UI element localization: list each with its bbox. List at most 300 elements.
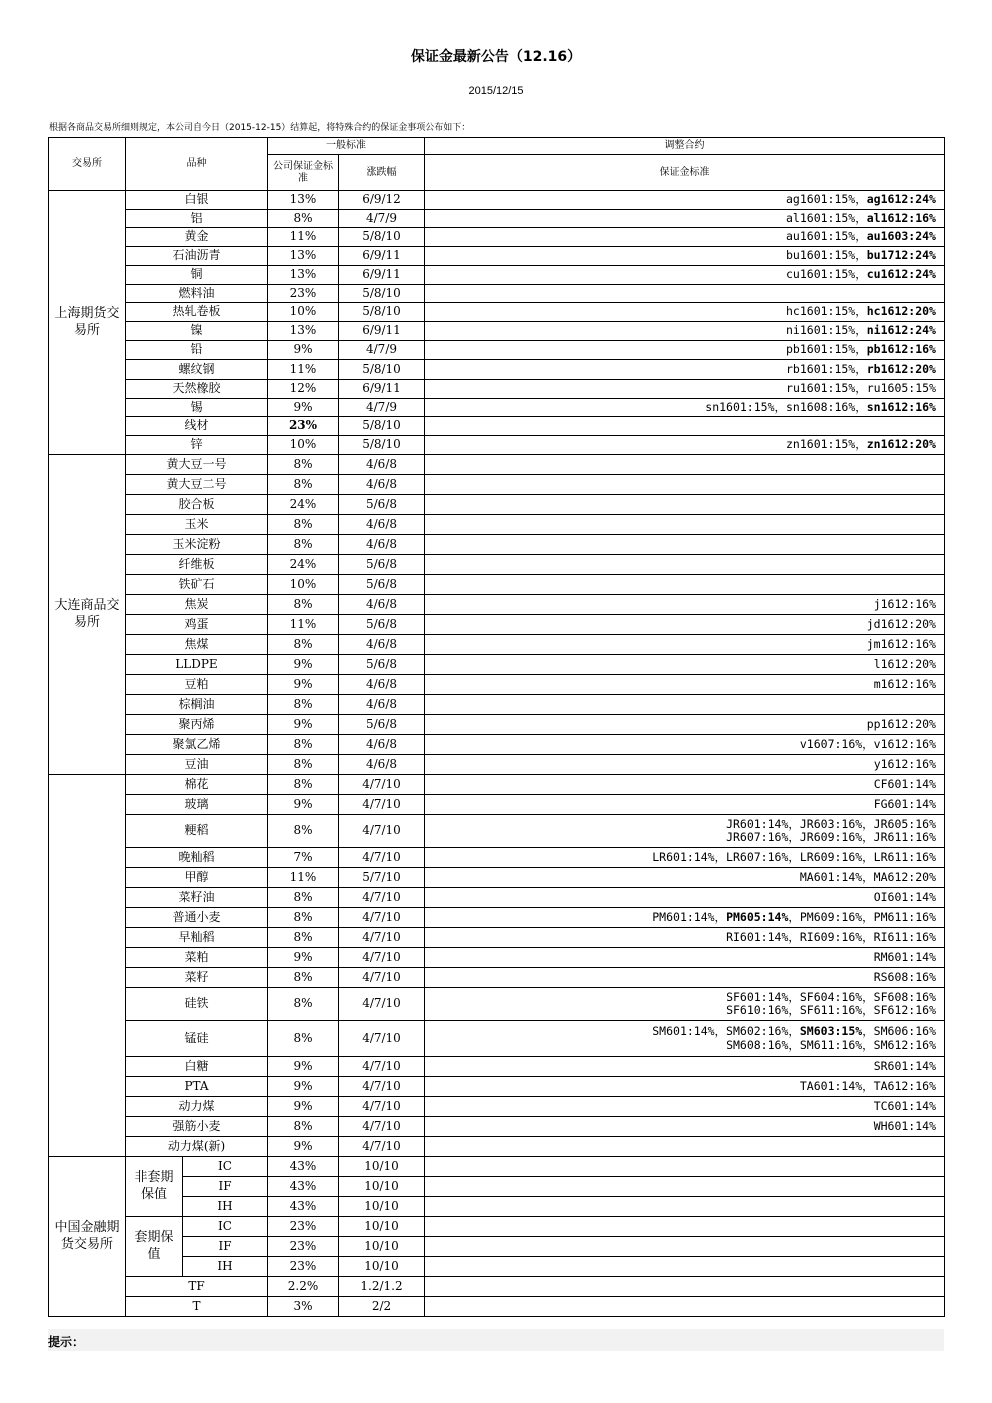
variety-cell: 铁矿石 bbox=[126, 575, 268, 595]
limit-cell: 5/8/10 bbox=[339, 228, 425, 247]
limit-cell: 4/7/10 bbox=[339, 1097, 425, 1117]
variety-cell: PTA bbox=[126, 1077, 268, 1097]
limit-cell: 4/7/10 bbox=[339, 928, 425, 948]
adjust-cell bbox=[425, 1297, 945, 1317]
adjust-cell bbox=[425, 555, 945, 575]
limit-cell: 4/7/9 bbox=[339, 341, 425, 360]
table-row bbox=[49, 1197, 945, 1217]
variety-cell: 聚丙烯 bbox=[126, 715, 268, 735]
limit-cell: 4/7/10 bbox=[339, 988, 425, 1021]
margin-cell: 8% bbox=[268, 755, 339, 775]
adjust-cell bbox=[425, 795, 945, 815]
margin-cell: 24% bbox=[268, 495, 339, 515]
adjust-text: bu1601:15%， bbox=[786, 248, 867, 263]
adjust-cell bbox=[425, 1177, 945, 1197]
adjust-cell bbox=[425, 695, 945, 715]
margin-cell: 9% bbox=[268, 795, 339, 815]
margin-cell: 9% bbox=[268, 655, 339, 675]
variety-cell: IC bbox=[183, 1157, 268, 1177]
table-row bbox=[49, 795, 945, 815]
limit-cell: 4/7/9 bbox=[339, 210, 425, 228]
variety-cell: 豆油 bbox=[126, 755, 268, 775]
margin-cell: 43% bbox=[268, 1197, 339, 1217]
table-row bbox=[49, 735, 945, 755]
margin-cell: 9% bbox=[268, 675, 339, 695]
variety-cell: 锌 bbox=[126, 436, 268, 455]
margin-cell: 13% bbox=[268, 191, 339, 210]
margin-cell: 8% bbox=[268, 815, 339, 848]
variety-cell: 菜籽油 bbox=[126, 888, 268, 908]
limit-cell: 4/7/10 bbox=[339, 775, 425, 795]
adjust-cell bbox=[425, 1257, 945, 1277]
margin-cell: 3% bbox=[268, 1297, 339, 1317]
header-adjust-margin: 保证金标准 bbox=[425, 155, 945, 191]
adjust-text: PM601:14%， bbox=[652, 909, 727, 924]
margin-cell: 10% bbox=[268, 436, 339, 455]
margin-cell: 8% bbox=[268, 775, 339, 795]
adjust-cell bbox=[425, 1117, 945, 1137]
table-row bbox=[49, 399, 945, 417]
variety-cell: IH bbox=[183, 1257, 268, 1277]
limit-cell: 4/7/10 bbox=[339, 1117, 425, 1137]
adjust-cell bbox=[425, 380, 945, 399]
exchange-cell bbox=[49, 775, 126, 1157]
adjust-cell bbox=[425, 775, 945, 795]
adjust-cell bbox=[425, 1021, 945, 1057]
margin-cell: 9% bbox=[268, 1137, 339, 1157]
variety-cell: 动力煤 bbox=[126, 1097, 268, 1117]
adjust-cell bbox=[425, 675, 945, 695]
adjust-cell bbox=[425, 715, 945, 735]
margin-cell: 10% bbox=[268, 303, 339, 322]
limit-cell: 6/9/12 bbox=[339, 191, 425, 210]
adjust-cell bbox=[425, 888, 945, 908]
table-row bbox=[49, 1277, 945, 1297]
margin-cell: 8% bbox=[268, 455, 339, 475]
adjust-text: m1612:16% bbox=[873, 676, 936, 691]
margin-cell: 12% bbox=[268, 380, 339, 399]
limit-cell: 1.2/1.2 bbox=[339, 1277, 425, 1297]
table-row bbox=[49, 928, 945, 948]
variety-cell: 石油沥青 bbox=[126, 247, 268, 266]
header-variety: 品种 bbox=[126, 138, 268, 191]
variety-cell: 焦炭 bbox=[126, 595, 268, 615]
table-row bbox=[49, 655, 945, 675]
margin-cell: 13% bbox=[268, 322, 339, 341]
adjust-text: TA601:14%，TA612:16% bbox=[799, 1078, 936, 1093]
margin-cell: 11% bbox=[268, 360, 339, 380]
header-limit: 涨跌幅 bbox=[339, 155, 425, 191]
margin-cell: 9% bbox=[268, 948, 339, 968]
adjust-cell bbox=[425, 515, 945, 535]
adjust-text: jd1612:20% bbox=[866, 616, 936, 631]
adjust-highlight: PM605:14% bbox=[726, 909, 789, 924]
table-row bbox=[49, 635, 945, 655]
margin-cell: 13% bbox=[268, 247, 339, 266]
adjust-highlight: au1603:24% bbox=[866, 229, 936, 244]
variety-cell: 白银 bbox=[126, 191, 268, 210]
variety-cell: 焦煤 bbox=[126, 635, 268, 655]
limit-cell: 5/6/8 bbox=[339, 555, 425, 575]
note-bar bbox=[48, 1329, 944, 1351]
limit-cell: 10/10 bbox=[339, 1177, 425, 1197]
adjust-cell bbox=[425, 928, 945, 948]
table-row bbox=[49, 675, 945, 695]
limit-cell: 6/9/11 bbox=[339, 380, 425, 399]
limit-cell: 10/10 bbox=[339, 1197, 425, 1217]
adjust-highlight: bu1712:24% bbox=[866, 248, 936, 263]
limit-cell: 4/7/10 bbox=[339, 1137, 425, 1157]
margin-cell: 23% bbox=[268, 1237, 339, 1257]
adjust-cell bbox=[425, 475, 945, 495]
table-row bbox=[49, 360, 945, 380]
margin-cell: 8% bbox=[268, 1021, 339, 1057]
limit-cell: 5/8/10 bbox=[339, 303, 425, 322]
table-row bbox=[49, 303, 945, 322]
intro-text: 根据各商品交易所细则规定，本公司自今日（2015-12-15）结算起，将特殊合约的保证金事项公布如下： bbox=[49, 123, 471, 133]
limit-cell: 4/7/10 bbox=[339, 848, 425, 868]
table-row bbox=[49, 515, 945, 535]
margin-cell: 8% bbox=[268, 635, 339, 655]
table-row bbox=[49, 755, 945, 775]
adjust-cell bbox=[425, 948, 945, 968]
limit-cell: 5/8/10 bbox=[339, 285, 425, 303]
adjust-text: TC601:14% bbox=[873, 1098, 936, 1113]
limit-cell: 6/9/11 bbox=[339, 266, 425, 285]
margin-cell: 8% bbox=[268, 735, 339, 755]
variety-cell: 锡 bbox=[126, 399, 268, 417]
margin-cell: 13% bbox=[268, 266, 339, 285]
variety-cell: 鸡蛋 bbox=[126, 615, 268, 635]
limit-cell: 4/6/8 bbox=[339, 595, 425, 615]
adjust-text: RM601:14% bbox=[873, 949, 936, 964]
margin-cell: 8% bbox=[268, 535, 339, 555]
variety-cell: 聚氯乙烯 bbox=[126, 735, 268, 755]
variety-cell: 菜籽 bbox=[126, 968, 268, 988]
limit-cell: 4/7/9 bbox=[339, 399, 425, 417]
header-exchange: 交易所 bbox=[49, 138, 126, 191]
adjust-text: SM601:14%，SM602:16%， bbox=[652, 1024, 800, 1039]
variety-cell: 豆粕 bbox=[126, 675, 268, 695]
margin-cell: 43% bbox=[268, 1177, 339, 1197]
table-row bbox=[49, 210, 945, 228]
table-row bbox=[49, 1237, 945, 1257]
adjust-cell bbox=[425, 436, 945, 455]
header-row-1 bbox=[49, 138, 945, 155]
header-company-margin: 公司保证金标准 bbox=[268, 155, 339, 191]
limit-cell: 5/8/10 bbox=[339, 360, 425, 380]
variety-cell: IF bbox=[183, 1237, 268, 1257]
variety-cell: 粳稻 bbox=[126, 815, 268, 848]
limit-cell: 5/6/8 bbox=[339, 575, 425, 595]
limit-cell: 2/2 bbox=[339, 1297, 425, 1317]
variety-cell: 棉花 bbox=[126, 775, 268, 795]
table-row bbox=[49, 436, 945, 455]
variety-cell: 普通小麦 bbox=[126, 908, 268, 928]
variety-cell: 黄大豆一号 bbox=[126, 455, 268, 475]
table-row bbox=[49, 535, 945, 555]
variety-cell: IH bbox=[183, 1197, 268, 1217]
adjust-highlight: ni1612:24% bbox=[866, 323, 936, 338]
adjust-cell bbox=[425, 655, 945, 675]
margin-cell: 9% bbox=[268, 1077, 339, 1097]
variety-cell: 黄金 bbox=[126, 228, 268, 247]
margin-cell: 2.2% bbox=[268, 1277, 339, 1297]
variety-cell: 螺纹钢 bbox=[126, 360, 268, 380]
variety-cell: 铝 bbox=[126, 210, 268, 228]
header-general: 一般标准 bbox=[268, 138, 425, 155]
table-row bbox=[49, 191, 945, 210]
adjust-highlight: sn1612:16% bbox=[866, 399, 936, 414]
variety-cell: 纤维板 bbox=[126, 555, 268, 575]
limit-cell: 4/7/10 bbox=[339, 968, 425, 988]
adjust-text: SF601:14%，SF604:16%，SF608:16% SF610:16%，SF611:16%，SF612:16% bbox=[726, 989, 936, 1017]
adjust-cell bbox=[425, 1237, 945, 1257]
variety-cell: 白糖 bbox=[126, 1057, 268, 1077]
adjust-cell bbox=[425, 360, 945, 380]
limit-cell: 5/6/8 bbox=[339, 715, 425, 735]
adjust-text: FG601:14% bbox=[873, 796, 936, 811]
limit-cell: 5/6/8 bbox=[339, 615, 425, 635]
margin-cell: 9% bbox=[268, 1057, 339, 1077]
note-label: 提示： bbox=[48, 1335, 85, 1349]
adjust-cell bbox=[425, 399, 945, 417]
exchange-cell: 上海期货交易所 bbox=[49, 191, 126, 455]
adjust-text: rb1601:15%， bbox=[786, 361, 867, 376]
variety-cell: 晚籼稻 bbox=[126, 848, 268, 868]
limit-cell: 4/7/10 bbox=[339, 815, 425, 848]
adjust-cell bbox=[425, 285, 945, 303]
announcement-date: 2015/12/15 bbox=[468, 85, 524, 97]
adjust-cell bbox=[425, 247, 945, 266]
limit-cell: 5/8/10 bbox=[339, 417, 425, 436]
adjust-cell bbox=[425, 575, 945, 595]
adjust-text: al1601:15%， bbox=[786, 210, 867, 225]
adjust-cell bbox=[425, 535, 945, 555]
variety-cell: IC bbox=[183, 1217, 268, 1237]
adjust-cell bbox=[425, 615, 945, 635]
variety-cell: 动力煤(新) bbox=[126, 1137, 268, 1157]
variety-cell: 棕榈油 bbox=[126, 695, 268, 715]
hedge-type-cell: 非套期保值 bbox=[126, 1157, 183, 1217]
limit-cell: 4/7/10 bbox=[339, 1057, 425, 1077]
margin-cell: 9% bbox=[268, 399, 339, 417]
limit-cell: 4/7/10 bbox=[339, 1021, 425, 1057]
table-row bbox=[49, 615, 945, 635]
adjust-text: v1607:16%，v1612:16% bbox=[799, 736, 936, 751]
limit-cell: 6/9/11 bbox=[339, 247, 425, 266]
adjust-cell bbox=[425, 495, 945, 515]
adjust-cell bbox=[425, 322, 945, 341]
adjust-text: y1612:16% bbox=[873, 756, 936, 771]
adjust-cell bbox=[425, 1097, 945, 1117]
adjust-cell bbox=[425, 266, 945, 285]
variety-cell: 菜粕 bbox=[126, 948, 268, 968]
margin-cell: 23% bbox=[268, 417, 339, 436]
margin-cell: 10% bbox=[268, 575, 339, 595]
table-row bbox=[49, 455, 945, 475]
table-row bbox=[49, 341, 945, 360]
limit-cell: 10/10 bbox=[339, 1237, 425, 1257]
variety-cell: 强筋小麦 bbox=[126, 1117, 268, 1137]
margin-cell: 8% bbox=[268, 928, 339, 948]
variety-cell: IF bbox=[183, 1177, 268, 1197]
adjust-text: LR601:14%，LR607:16%，LR609:16%，LR611:16% bbox=[652, 849, 936, 864]
adjust-text: ru1601:15%，ru1605:15% bbox=[786, 381, 936, 396]
adjust-cell bbox=[425, 455, 945, 475]
adjust-highlight: hc1612:20% bbox=[866, 304, 936, 319]
adjust-cell bbox=[425, 595, 945, 615]
adjust-cell bbox=[425, 755, 945, 775]
margin-cell: 8% bbox=[268, 695, 339, 715]
table-row bbox=[49, 1177, 945, 1197]
adjust-text: RI601:14%，RI609:16%，RI611:16% bbox=[726, 929, 936, 944]
margin-cell: 11% bbox=[268, 615, 339, 635]
variety-cell: 锰硅 bbox=[126, 1021, 268, 1057]
adjust-highlight: ag1612:24% bbox=[866, 192, 936, 207]
margin-cell: 11% bbox=[268, 868, 339, 888]
table-row bbox=[49, 695, 945, 715]
adjust-text: ，PM609:16%，PM611:16% bbox=[788, 909, 936, 924]
adjust-cell bbox=[425, 210, 945, 228]
adjust-cell bbox=[425, 417, 945, 436]
limit-cell: 4/6/8 bbox=[339, 695, 425, 715]
variety-cell: 玉米 bbox=[126, 515, 268, 535]
variety-cell: 早籼稻 bbox=[126, 928, 268, 948]
exchange-cell: 大连商品交易所 bbox=[49, 455, 126, 775]
limit-cell: 4/7/10 bbox=[339, 908, 425, 928]
adjust-cell bbox=[425, 1137, 945, 1157]
table-row bbox=[49, 1157, 945, 1177]
limit-cell: 4/6/8 bbox=[339, 735, 425, 755]
adjust-text: cu1601:15%， bbox=[786, 267, 867, 282]
page-title: 保证金最新公告（12.16） bbox=[410, 49, 582, 65]
adjust-cell bbox=[425, 868, 945, 888]
variety-cell: 黄大豆二号 bbox=[126, 475, 268, 495]
margin-cell: 8% bbox=[268, 888, 339, 908]
variety-cell: 玻璃 bbox=[126, 795, 268, 815]
table-row bbox=[49, 475, 945, 495]
variety-cell: 燃料油 bbox=[126, 285, 268, 303]
adjust-highlight: rb1612:20% bbox=[866, 361, 936, 376]
adjust-cell bbox=[425, 988, 945, 1021]
table-row bbox=[49, 1297, 945, 1317]
margin-cell: 8% bbox=[268, 475, 339, 495]
variety-cell: T bbox=[126, 1297, 268, 1317]
adjust-cell bbox=[425, 228, 945, 247]
table-row bbox=[49, 417, 945, 436]
hedge-type-cell: 套期保值 bbox=[126, 1217, 183, 1277]
table-row bbox=[49, 322, 945, 341]
margin-cell: 24% bbox=[268, 555, 339, 575]
limit-cell: 10/10 bbox=[339, 1257, 425, 1277]
margin-cell: 9% bbox=[268, 1097, 339, 1117]
table-row bbox=[49, 1217, 945, 1237]
adjust-text: hc1601:15%， bbox=[786, 304, 867, 319]
table-row bbox=[49, 1057, 945, 1077]
table-row bbox=[49, 595, 945, 615]
margin-cell: 8% bbox=[268, 515, 339, 535]
margin-cell: 9% bbox=[268, 715, 339, 735]
table-row bbox=[49, 555, 945, 575]
limit-cell: 5/6/8 bbox=[339, 495, 425, 515]
adjust-cell bbox=[425, 1077, 945, 1097]
limit-cell: 4/6/8 bbox=[339, 475, 425, 495]
table-row bbox=[49, 1257, 945, 1277]
limit-cell: 6/9/11 bbox=[339, 322, 425, 341]
margin-cell: 23% bbox=[268, 1257, 339, 1277]
variety-cell: 甲醇 bbox=[126, 868, 268, 888]
table-row bbox=[49, 495, 945, 515]
adjust-highlight: SM603:15% bbox=[799, 1024, 863, 1039]
margin-cell: 8% bbox=[268, 210, 339, 228]
adjust-text: pp1612:20% bbox=[866, 716, 936, 731]
table-row bbox=[49, 1137, 945, 1157]
adjust-highlight: pb1612:16% bbox=[866, 342, 936, 357]
adjust-text: WH601:14% bbox=[873, 1118, 936, 1133]
adjust-highlight: al1612:16% bbox=[866, 210, 936, 225]
adjust-text: JR601:14%，JR603:16%，JR605:16% JR607:16%，JR609:16%，JR611:16% bbox=[726, 816, 936, 844]
limit-cell: 4/7/10 bbox=[339, 795, 425, 815]
margin-cell: 43% bbox=[268, 1157, 339, 1177]
limit-cell: 4/7/10 bbox=[339, 888, 425, 908]
margin-table-body bbox=[49, 138, 945, 1317]
adjust-text: MA601:14%，MA612:20% bbox=[799, 869, 936, 884]
variety-cell: 玉米淀粉 bbox=[126, 535, 268, 555]
limit-cell: 10/10 bbox=[339, 1157, 425, 1177]
adjust-cell bbox=[425, 191, 945, 210]
adjust-cell bbox=[425, 1197, 945, 1217]
adjust-cell bbox=[425, 303, 945, 322]
adjust-cell bbox=[425, 908, 945, 928]
variety-cell: 铅 bbox=[126, 341, 268, 360]
adjust-cell bbox=[425, 635, 945, 655]
limit-cell: 4/6/8 bbox=[339, 755, 425, 775]
margin-cell: 23% bbox=[268, 1217, 339, 1237]
adjust-text: jm1612:16% bbox=[866, 636, 936, 651]
table-row bbox=[49, 888, 945, 908]
table-row bbox=[49, 1117, 945, 1137]
table-row bbox=[49, 1097, 945, 1117]
variety-cell: 热轧卷板 bbox=[126, 303, 268, 322]
table-row bbox=[49, 968, 945, 988]
adjust-cell bbox=[425, 848, 945, 868]
adjust-text: SR601:14% bbox=[873, 1058, 936, 1073]
table-row bbox=[49, 266, 945, 285]
margin-cell: 11% bbox=[268, 228, 339, 247]
margin-table bbox=[48, 137, 945, 1317]
table-row bbox=[49, 848, 945, 868]
exchange-cell: 中国金融期货交易所 bbox=[49, 1157, 126, 1317]
variety-cell: 硅铁 bbox=[126, 988, 268, 1021]
adjust-text: RS608:16% bbox=[873, 969, 936, 984]
table-row bbox=[49, 775, 945, 795]
table-row bbox=[49, 908, 945, 928]
variety-cell: LLDPE bbox=[126, 655, 268, 675]
table-row bbox=[49, 868, 945, 888]
table-row bbox=[49, 575, 945, 595]
limit-cell: 5/7/10 bbox=[339, 868, 425, 888]
variety-cell: TF bbox=[126, 1277, 268, 1297]
variety-cell: 镍 bbox=[126, 322, 268, 341]
margin-cell: 9% bbox=[268, 341, 339, 360]
margin-cell: 23% bbox=[268, 285, 339, 303]
adjust-cell bbox=[425, 735, 945, 755]
margin-cell: 8% bbox=[268, 908, 339, 928]
header-adjust: 调整合约 bbox=[425, 138, 945, 155]
adjust-text: sn1601:15%，sn1608:16%， bbox=[705, 399, 867, 414]
margin-cell: 8% bbox=[268, 968, 339, 988]
